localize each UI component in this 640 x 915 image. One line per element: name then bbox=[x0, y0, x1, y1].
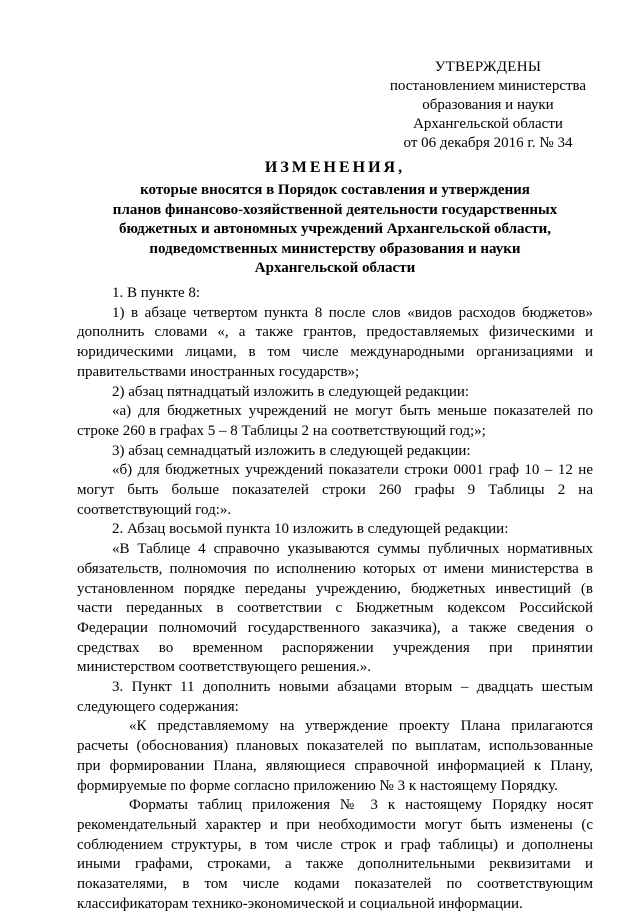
subtitle-line: планов финансово-хозяйственной деятельности государственных bbox=[112, 201, 558, 218]
paragraph: 2. Абзац восьмой пункта 10 изложить в следующей редакции: bbox=[112, 521, 509, 538]
subtitle-line: подведомственных министерству образования и науки bbox=[149, 240, 521, 257]
paragraph: «а) для бюджетных учреждений не могут быть меньше показателей по строке 260 в графах 5 – 8 Таблицы 2 на соответствующий год;»; bbox=[77, 403, 593, 439]
approval-date: от 06 декабря 2016 г. № 34 bbox=[403, 135, 573, 151]
paragraph: 1) в абзаце четвертом пункта 8 после слов «видов расходов бюджетов» дополнить словами «, а также грантов, предоставляемых физическими и юридическими лицами, в том числе международными организациями и правительствами иностранных государств»; bbox=[77, 304, 593, 380]
paragraph: 1. В пункте 8: bbox=[112, 285, 201, 301]
paragraph: 2) абзац пятнадцатый изложить в следующей редакции: bbox=[112, 383, 470, 400]
approval-line: постановлением министерства bbox=[389, 78, 587, 94]
paragraph: Форматы таблиц приложения № 3 к настоящему Порядку носят рекомендательный характер и при необходимости могут быть изменены (с соблюдением структуры, в том числе строк и граф таблицы) и дополнены иными графами, строками, а также дополнительными реквизитами и показателями, в том числе кодами показателей по соответствующим классификаторам технико-экономической и социальной информации. bbox=[77, 797, 593, 912]
document-subtitle bbox=[77, 181, 593, 279]
approval-line: образования и науки bbox=[422, 97, 554, 113]
paragraph: 3) абзац семнадцатый изложить в следующей редакции: bbox=[112, 442, 471, 459]
paragraph: «К представляемому на утверждение проекту Плана прилагаются расчеты (обоснования) плановых показателей по выплатам, использованные при формировании Плана, являющиеся справочной информацией к Плану, формируемые по форме согласно приложению № 3 к настоящему Порядку. bbox=[77, 718, 593, 794]
approval-title: УТВЕРЖДЕНЫ bbox=[434, 59, 542, 75]
paragraph: 3. Пункт 11 дополнить новыми абзацами вторым – двадцать шестым следующего содержания: bbox=[77, 679, 593, 715]
paragraph: «б) для бюджетных учреждений показатели строки 0001 граф 10 – 12 не могут быть больше показателей строки 260 графы 9 Таблицы 2 на соответствующий год:». bbox=[77, 462, 593, 518]
approval-stamp bbox=[378, 58, 598, 153]
subtitle-line: которые вносятся в Порядок составления и утверждения bbox=[140, 182, 530, 198]
document-heading bbox=[77, 157, 593, 279]
subtitle-line: Архангельской области bbox=[254, 260, 416, 276]
approval-line: Архангельской области bbox=[413, 116, 563, 132]
document-body bbox=[77, 284, 593, 915]
document-title: ИЗМЕНЕНИЯ, bbox=[264, 159, 406, 176]
subtitle-line: бюджетных и автономных учреждений Архангельской области, bbox=[119, 221, 551, 237]
paragraph: «В Таблице 4 справочно указываются суммы публичных нормативных обязательств, полномочия по исполнению которых от имени министерства в установленном порядке переданы учреждению, бюджетных инвестиций (в части переданных в соответствии с Бюджетным кодексом Российской Федерации полномочий государственного заказчика), а также сведения о средствах во временном распоряжении учреждения при принятии министерством соответствующего решения.». bbox=[77, 541, 593, 676]
